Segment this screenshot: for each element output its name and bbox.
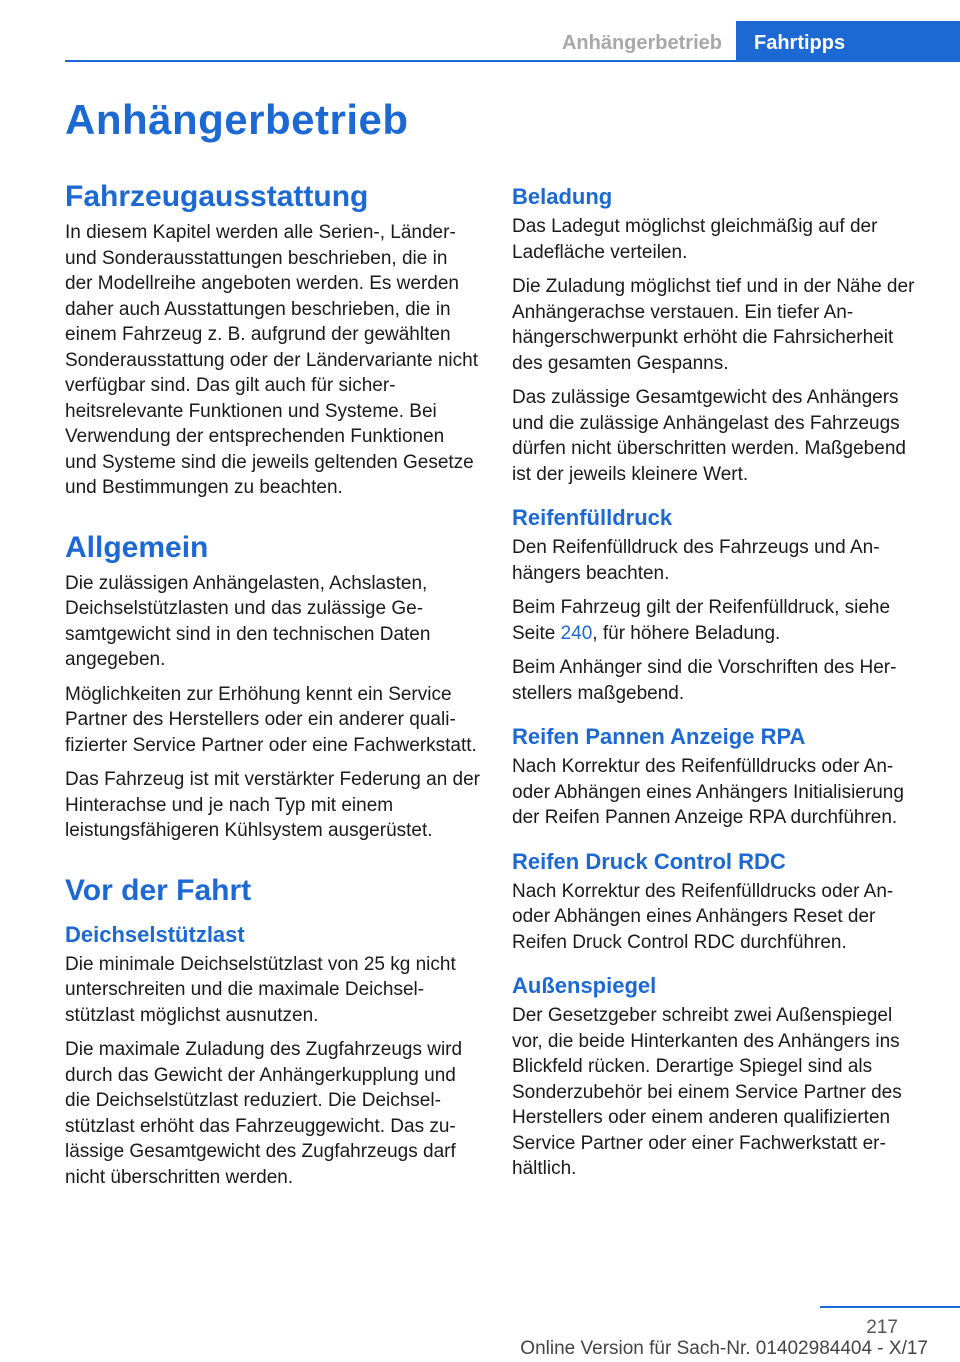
paragraph: Das zulässige Gesamtgewicht des Anhängers und die zulässige Anhängelast des Fahrzeugs dürfen nicht überschritten werden. Maßgebend ist der jeweils kleinere Wert.: [512, 387, 906, 485]
paragraph-text: Beim Fahrzeug gilt der Reifenfülldruck, siehe Seite: [512, 597, 891, 644]
page-reference-link[interactable]: 240: [560, 622, 593, 644]
heading-fahrzeugausstattung: Fahrzeugausstattung: [65, 180, 369, 213]
paragraph: Das Fahrzeug ist mit verstärkter Federung an der Hinterachse und je nach Typ mit einem leistungsfähigeren Kühlsystem ausgerüstet.: [65, 769, 481, 841]
section-aussenspiegel: [512, 973, 928, 1182]
section-rpa: [512, 724, 928, 831]
paragraph: Der Gesetzgeber schreibt zwei Außenspiegel vor, die beide Hinterkanten des Anhängers ins Blickfeld rücken. Derartige Spiegel sind als Sonderzubehör bei einem Service Partner des Herstellers oder einem anderen qualifizierten Service Partner oder einer Fachwerkstatt erhältlich.: [512, 1005, 902, 1179]
heading-beladung: Beladung: [512, 184, 613, 209]
section-vor-der-fahrt: [65, 874, 480, 1191]
paragraph: Die Zuladung möglichst tief und in der Nähe der Anhängerachse verstauen. Ein tiefer Anhängerschwerpunkt erhöht die Fahrsicherheit des gesamten Gespanns.: [512, 276, 915, 374]
section-beladung: [512, 184, 928, 487]
heading-rpa: Reifen Pannen Anzeige RPA: [512, 724, 806, 749]
paragraph: Die minimale Deichselstützlast von 25 kg nicht unterschreiten und die maximale Deichselstützlast möglichst ausnutzen.: [65, 953, 456, 1026]
paragraph: Nach Korrektur des Reifenfülldrucks oder An- oder Abhängen eines Anhängers Reset der Reifen Druck Control RDC durchführen.: [512, 880, 894, 953]
paragraph: In diesem Kapitel werden alle Serien-, Länder- und Sonderausstattungen beschrieben, die in der Modellreihe angeboten werden. Es werden daher auch Ausstattungen beschrieben, die in einem Fahrzeug z. B. aufgrund der gewählten Sonderausstattung oder der Ländervariante nicht verfügbar sind. Das gilt auch für sicherheitsrelevante Funktionen und Systeme. Bei Verwendung der entsprechenden Funktionen und Systeme sind die jeweils geltenden Gesetze und Bestimmungen zu beachten.: [65, 222, 478, 498]
chapter-tab[interactable]: Fahrtipps: [736, 21, 960, 61]
paragraph-text: , für höhere Beladung.: [592, 622, 781, 644]
page-number: 217: [866, 1317, 898, 1338]
paragraph: Nach Korrektur des Reifenfülldrucks oder An- oder Abhängen eines Anhängers Initialisierung der Reifen Pannen Anzeige RPA durchführen.: [512, 756, 904, 828]
header-section-label: Anhängerbetrieb: [561, 32, 722, 54]
section-fahrzeugausstattung: [65, 180, 480, 501]
paragraph: Die maximale Zuladung des Zugfahrzeugs wird durch das Gewicht der Anhängerkupplung und die Deichselstützlast reduziert. Die Deichselstützlast erhöht das Fahrzeuggewicht. Das zulässige Gesamtgewicht des Zugfahrzeugs darf nicht überschritten werden.: [65, 1039, 463, 1188]
left-column: [65, 180, 480, 1220]
right-column: [512, 184, 928, 1200]
heading-allgemein: Allgemein: [65, 530, 209, 564]
footer-note: Online Version für Sach-Nr. 01402984404 - X/17: [520, 1338, 928, 1359]
section-allgemein: [65, 531, 480, 844]
heading-reifenfuelldruck: Reifenfülldruck: [512, 505, 673, 530]
paragraph: [512, 595, 928, 646]
paragraph: Die zulässigen Anhängelasten, Achslasten, Deichselstützlasten und das zulässige Gesamtgewicht sind in den technischen Daten angegeben.: [65, 572, 431, 670]
heading-aussenspiegel: Außenspiegel: [512, 973, 657, 998]
section-reifenfuelldruck: [512, 505, 928, 706]
paragraph: Möglichkeiten zur Erhöhung kennt ein Service Partner des Herstellers oder ein anderer qualifizierter Service Partner oder eine Fachwerkstatt.: [65, 683, 477, 756]
heading-rdc: Reifen Druck Control RDC: [512, 848, 786, 874]
page-title: Anhängerbetrieb: [65, 96, 409, 143]
heading-vor-der-fahrt: Vor der Fahrt: [65, 873, 252, 907]
heading-deichselstuetzlast: Deichselstützlast: [65, 921, 245, 947]
footer-rule: [820, 1306, 960, 1308]
paragraph: Den Reifenfülldruck des Fahrzeugs und Anhängers beachten.: [512, 537, 880, 584]
section-rdc: [512, 849, 928, 956]
paragraph: Das Ladegut möglichst gleichmäßig auf der Ladefläche verteilen.: [512, 216, 878, 263]
paragraph: Beim Anhänger sind die Vorschriften des Herstellers maßgebend.: [512, 657, 897, 704]
